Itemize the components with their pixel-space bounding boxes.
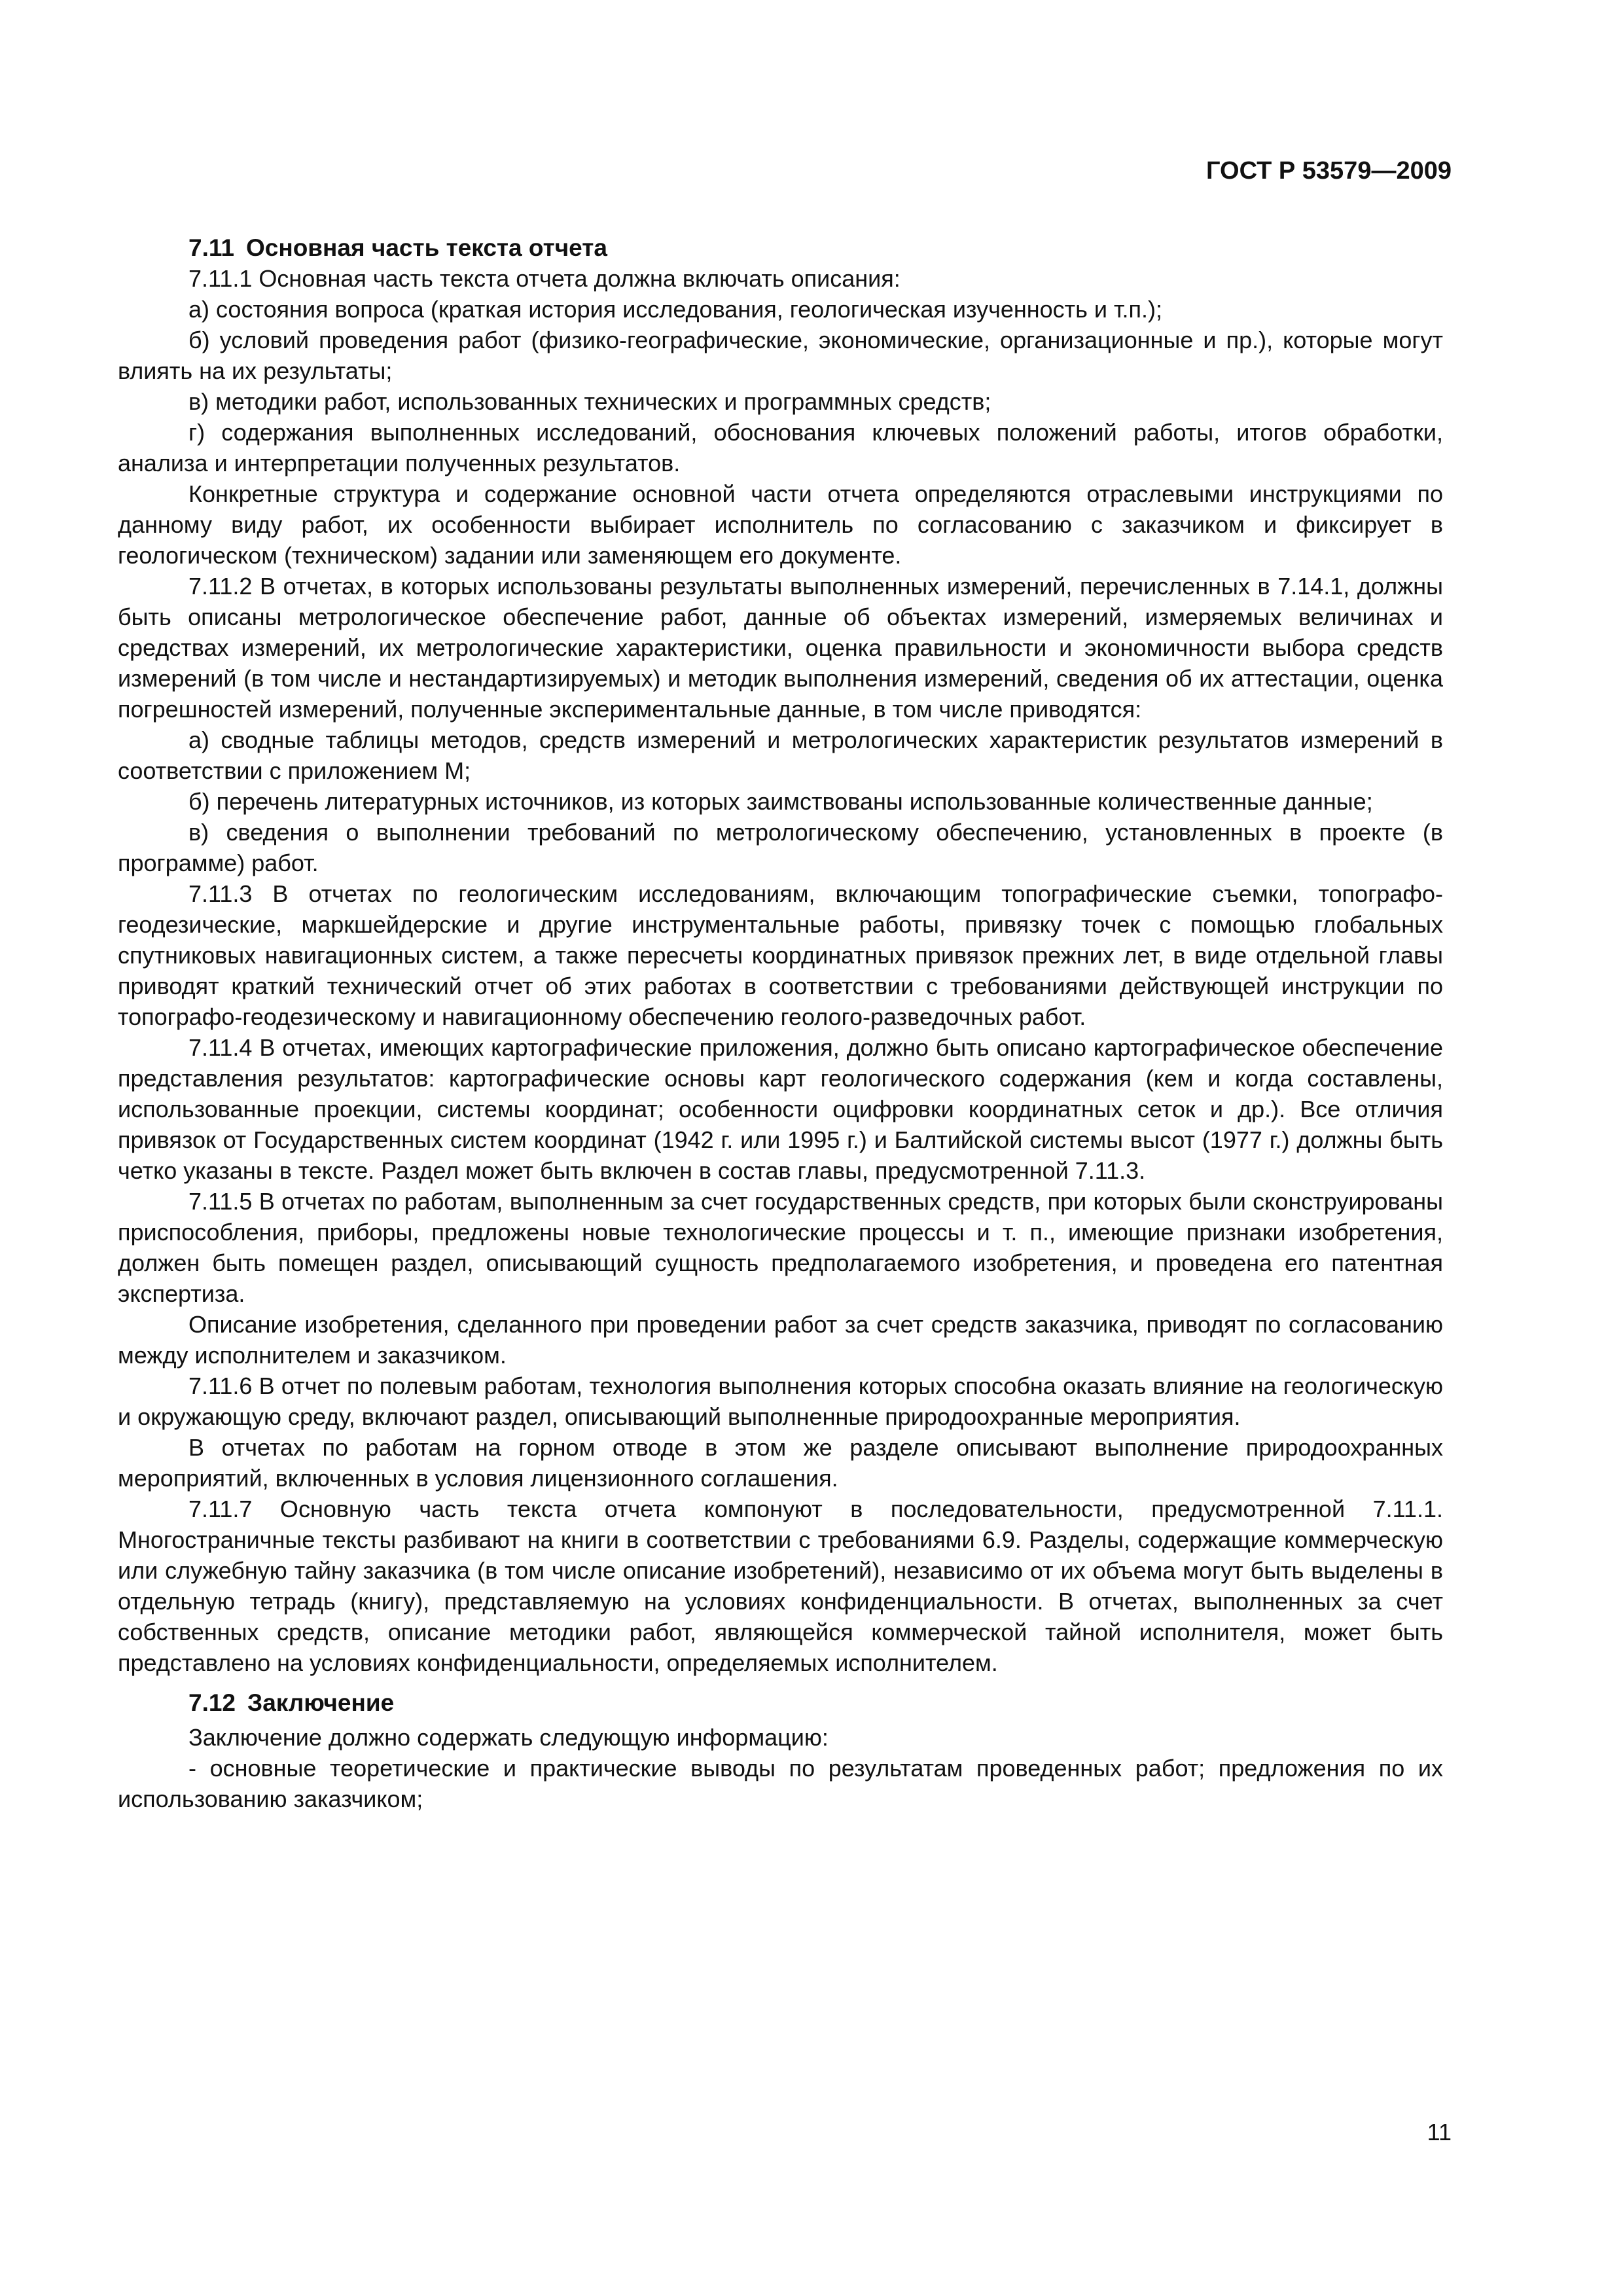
list-item-dash: - основные теоретические и практические выводы по результатам проведенных работ; предложения по их использованию заказчиком; [118,1755,1443,1812]
paragraph-7-11-2: 7.11.2 В отчетах, в которых использованы результаты выполненных измерений, перечисленных в 7.14.1, должны быть описаны метрологическое обеспечение работ, данные об объектах измерений, измеряемых величинах и средствах измерений, их метрологические характеристики, оценка правильности и экономичности выбора средств измерений (в том числе и нестандартизируемых) и методик выполнения измерений, сведения об их аттестации, оценка погрешностей измерений, полученные экспериментальные данные, в том числе приводятся: [118,573,1443,723]
document-id: ГОСТ Р 53579—2009 [1206,157,1452,185]
paragraph-7-11-1: 7.11.1 Основная часть текста отчета должна включать описания: [188,265,901,292]
list-item-v: в) методики работ, использованных технических и программных средств; [188,388,991,415]
section-title: Основная часть текста отчета [245,234,607,261]
paragraph-conclusion-intro: Заключение должно содержать следующую информацию: [188,1724,829,1751]
list-item-v: в) сведения о выполнении требований по метрологическому обеспечению, установленных в проекте (в программе) работ. [118,819,1443,876]
page-number: 11 [1427,2119,1452,2145]
list-item-a: а) состояния вопроса (краткая история исследования, геологическая изученность и т.п.); [188,296,1163,323]
paragraph-structure: Конкретные структура и содержание основной части отчета определяются отраслевыми инструкциями по данному виду работ, их особенности выбирает исполнитель по согласованию с заказчиком и фиксирует в геологическом (техническом) задании или заменяющем его документе. [118,480,1443,569]
section-heading-7-11 [118,232,1443,263]
document-body [118,232,1443,1814]
paragraph-7-11-4: 7.11.4 В отчетах, имеющих картографические приложения, должно быть описано картографическое обеспечение представления результатов: картографические основы карт геологического содержания (кем и когда составлены, использованные проекции, системы координат; особенности оцифровки координатных сеток и др.). Все отличия привязок от Государственных систем координат (1942 г. или 1995 г.) и Балтийской системы высот (1977 г.) должны быть четко указаны в тексте. Раздел может быть включен в состав главы, предусмотренной 7.11.3. [118,1034,1443,1184]
section-heading-7-12 [118,1687,1443,1718]
list-item-g: г) содержания выполненных исследований, обоснования ключевых положений работы, итогов обработки, анализа и интерпретации полученных результатов. [118,419,1443,476]
section-number: 7.11 [188,234,234,261]
paragraph-mining: В отчетах по работам на горном отводе в этом же разделе описывают выполнение природоохранных мероприятий, включенных в условия лицензионного соглашения. [118,1434,1443,1492]
list-item-b: б) условий проведения работ (физико-географические, экономические, организационные и пр.), которые могут влиять на их результаты; [118,327,1443,384]
paragraph-7-11-7: 7.11.7 Основную часть текста отчета компонуют в последовательности, предусмотренной 7.11.1. Многостраничные тексты разбивают на книги в соответствии с требованиями 6.9. Разделы, содержащие коммерческую или служебную тайну заказчика (в том числе описание изобретений), независимо от их объема могут быть выделены в отдельную тетрадь (книгу), представляемую на условиях конфиденциальности. В отчетах, выполненных за счет собственных средств, описание методики работ, являющейся коммерческой тайной исполнителя, может быть представлено на условиях конфиденциальности, определяемых исполнителем. [118,1496,1443,1676]
paragraph-7-11-3: 7.11.3 В отчетах по геологическим исследованиям, включающим топографические съемки, топографо-геодезические, маркшейдерские и другие инструментальные работы, привязку точек с помощью глобальных спутниковых навигационных систем, а также пересчеты координатных привязок прежних лет, в виде отдельной главы приводят краткий технический отчет об этих работах в соответствии с требованиями действующей инструкции по топографо-геодезическому и навигационному обеспечению геолого-разведочных работ. [118,880,1443,1030]
paragraph-invention: Описание изобретения, сделанного при проведении работ за счет средств заказчика, приводят по согласованию между исполнителем и заказчиком. [118,1311,1443,1369]
list-item-a: а) сводные таблицы методов, средств измерений и метрологических характеристик результатов измерений в соответствии с приложением М; [118,726,1443,784]
section-number: 7.12 [188,1689,236,1716]
section-title: Заключение [247,1689,395,1716]
paragraph-7-11-5: 7.11.5 В отчетах по работам, выполненным за счет государственных средств, при которых были сконструированы приспособления, приборы, предложены новые технологические процессы и т. п., имеющие признаки изобретения, должен быть помещен раздел, описывающий сущность предполагаемого изобретения, и проведена его патентная экспертиза. [118,1188,1443,1307]
list-item-b: б) перечень литературных источников, из которых заимствованы использованные количественные данные; [188,788,1373,815]
paragraph-7-11-6: 7.11.6 В отчет по полевым работам, технология выполнения которых способна оказать влияние на геологическую и окружающую среду, включают раздел, описывающий выполненные природоохранные мероприятия. [118,1372,1443,1430]
